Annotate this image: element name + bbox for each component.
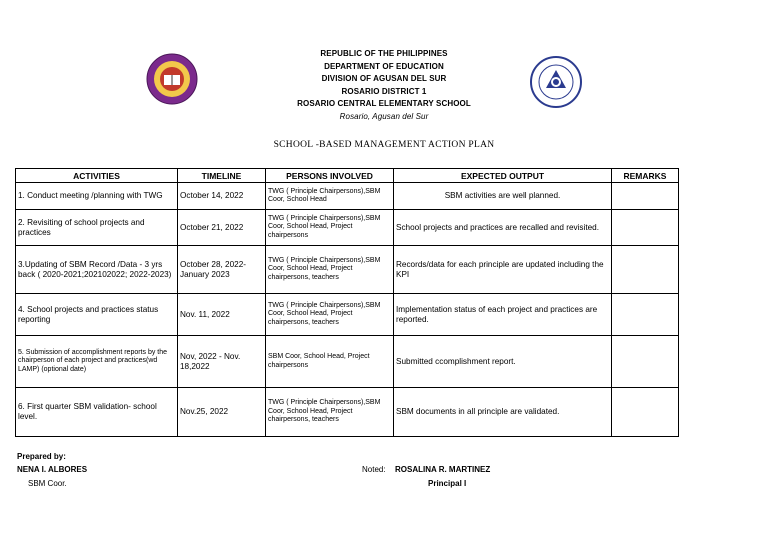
timeline-cell: October 28, 2022- January 2023: [178, 246, 266, 294]
remarks-cell: [612, 183, 679, 210]
header-line-5: ROSARIO CENTRAL ELEMENTARY SCHOOL: [297, 99, 471, 109]
action-plan-table: [15, 168, 679, 437]
header-persons: PERSONS INVOLVED: [266, 169, 394, 183]
prepared-by-title: SBM Coor.: [28, 479, 67, 488]
activity-cell: 4. School projects and practices status reporting: [16, 294, 178, 336]
prepared-by-label: Prepared by:: [17, 452, 66, 461]
table-row: [16, 210, 679, 246]
table-header-row: [16, 169, 679, 183]
header-line-3: DIVISION OF AGUSAN DEL SUR: [321, 74, 447, 84]
header-line-1: REPUBLIC OF THE PHILIPPINES: [320, 49, 448, 58]
noted-by-label: Noted:: [362, 465, 386, 474]
persons-cell: TWG ( Principle Chairpersons),SBM Coor, School Head, Project chairpersons, teachers: [266, 246, 394, 294]
table-row: [16, 183, 679, 210]
output-cell: SBM documents in all principle are validated.: [394, 388, 612, 437]
table-row: [16, 294, 679, 336]
remarks-cell: [612, 246, 679, 294]
table-row: [16, 388, 679, 437]
header-line-4: ROSARIO DISTRICT 1: [341, 86, 427, 96]
persons-cell: TWG ( Principle Chairpersons),SBM Coor, School Head, Project chairpersons, teachers: [266, 294, 394, 336]
persons-cell: TWG ( Principle Chairpersons),SBM Coor, School Head, Project chairpersons, teachers: [266, 388, 394, 437]
activity-cell: 1. Conduct meeting /planning with TWG: [16, 183, 178, 210]
header-line-2: DEPARTMENT OF EDUCATION: [324, 61, 444, 71]
timeline-cell: October 14, 2022: [178, 183, 266, 210]
timeline-cell: Nov, 2022 - Nov. 18,2022: [178, 336, 266, 388]
header-location: Rosario, Agusan del Sur: [339, 111, 429, 121]
document-title: SCHOOL -BASED MANAGEMENT ACTION PLAN: [273, 140, 495, 150]
activity-cell: 3.Updating of SBM Record /Data - 3 yrs back ( 2020-2021;202102022; 2022-2023): [16, 246, 178, 294]
table-row: [16, 246, 679, 294]
activity-cell: 6. First quarter SBM validation- school level.: [16, 388, 178, 437]
table-row: [16, 336, 679, 388]
timeline-cell: Nov.25, 2022: [178, 388, 266, 437]
header-activities: ACTIVITIES: [16, 169, 178, 183]
persons-cell: TWG ( Principle Chairpersons),SBM Coor, School Head, Project chairpersons: [266, 210, 394, 246]
persons-cell: TWG ( Principle Chairpersons),SBM Coor, School Head: [266, 183, 394, 210]
output-cell: Records/data for each principle are updated including the KPI: [394, 246, 612, 294]
header-remarks: REMARKS: [612, 169, 679, 183]
noted-by-name: ROSALINA R. MARTINEZ: [395, 465, 491, 474]
persons-cell: SBM Coor, School Head, Project chairpersons: [266, 336, 394, 388]
output-cell: School projects and practices are recalled and revisited.: [394, 210, 612, 246]
output-cell: SBM activities are well planned.: [394, 183, 612, 210]
header-timeline: TIMELINE: [178, 169, 266, 183]
header-output: EXPECTED OUTPUT: [394, 169, 612, 183]
output-cell: Implementation status of each project and practices are reported.: [394, 294, 612, 336]
remarks-cell: [612, 336, 679, 388]
prepared-by-name: NENA I. ALBORES: [17, 465, 88, 474]
output-cell: Submitted ccomplishment report.: [394, 336, 612, 388]
activity-cell: 2. Revisiting of school projects and practices: [16, 210, 178, 246]
timeline-cell: Nov. 11, 2022: [178, 294, 266, 336]
remarks-cell: [612, 388, 679, 437]
activity-cell: 5. Submission of accomplishment reports by the chairperson of each project and practices(wd LAMP) (optional date): [16, 336, 178, 388]
remarks-cell: [612, 294, 679, 336]
timeline-cell: October 21, 2022: [178, 210, 266, 246]
remarks-cell: [612, 210, 679, 246]
document-header: [0, 48, 768, 124]
noted-by-title: Principal I: [428, 479, 467, 488]
